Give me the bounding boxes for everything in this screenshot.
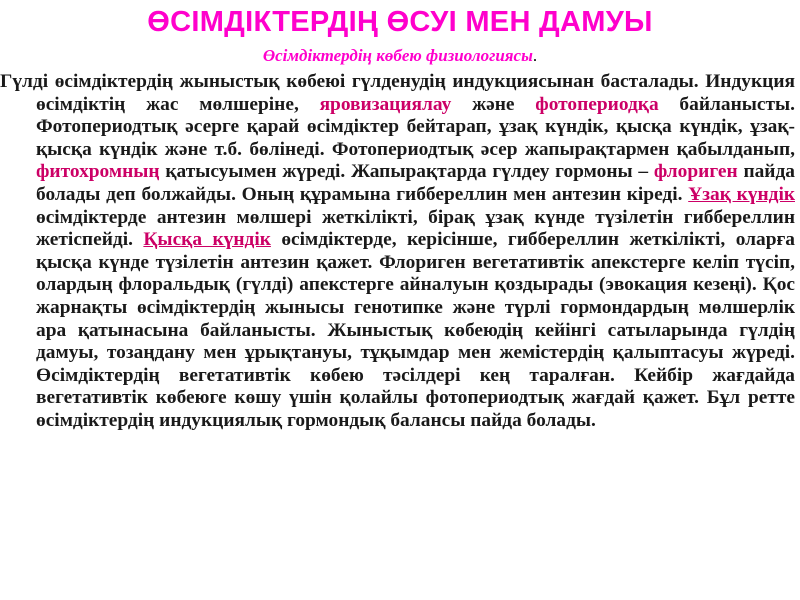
slide-title: ӨСІМДІКТЕРДІҢ ӨСУІ МЕН ДАМУЫ (147, 6, 653, 38)
term-short-day: Қысқа күндік (143, 229, 271, 251)
term-phytochrome: фитохромның (36, 161, 160, 183)
text-segment: қатысуымен жүреді. Жапырақтарда гүлдеу гормоны – (159, 161, 654, 183)
subtitle-text: Өсімдіктердің көбею физиологиясы (262, 46, 533, 65)
slide-subtitle (0, 44, 800, 68)
text-segment: өсімдіктерде антезин мөлшері жеткілікті, бірақ ұзақ күнде түзілетін гиббереллин жетіспейді. (36, 206, 795, 251)
text-segment: байланысты. Фотопериодтық әсерге қарай өсімдіктер бейтарап, ұзақ күндік, қысқа күндік, ұзақ-қысқа күндік және т.б. бөлінеді. Фотопериодтық әсер жапырақтармен қабылданып, (36, 93, 796, 160)
term-vernalization: яровизациялау (319, 93, 452, 115)
body-paragraph (0, 71, 795, 433)
text-segment: және (451, 93, 536, 115)
term-long-day: Ұзақ күндік (688, 183, 795, 205)
text-segment: пайда болады деп болжайды. Оның құрамына гиббереллин мен антезин кіреді. (36, 161, 795, 205)
term-florigen: флориген (653, 161, 738, 183)
term-photoperiod: фотопериодқа (535, 93, 659, 115)
text-segment: Гүлді өсімдіктердің жыныстық көбеюі гүлденудің индукциясынан басталады. Индукция өсімдіктің жас мөлшеріне, (0, 71, 795, 115)
text-segment: өсімдіктерде, керісінше, гиббереллин жеткілікті, оларға қысқа күнде түзілетін антезин қажет. Флориген вегетативтік апекстерге келіп түсіп, олардың флоральдық (гүлді) апекстерге айналуын қоздырады (эвокация кезеңі). Қос жарнақты өсімдіктердің жынысы генотипке және түрлі гормондардың мөлшерлік ара қатынасына байланысты. Жыныстық көбеюдің кейінгі сатыларында гүлдің дамуы, тозаңдану мен ұрықтануы, тұқымдар мен жемістердің қалыптасуы жүреді. Өсімдіктердің вегетативтік көбею тәсілдері кең таралған. Кейбір жағдайда вегетативтік көбеюге көшу үшін қолайлы фотопериодтық жағдай қажет. Бұл ретте өсімдіктердің индукциялық гормондық балансы пайда болады. (36, 229, 795, 431)
subtitle-period: . (532, 46, 538, 65)
